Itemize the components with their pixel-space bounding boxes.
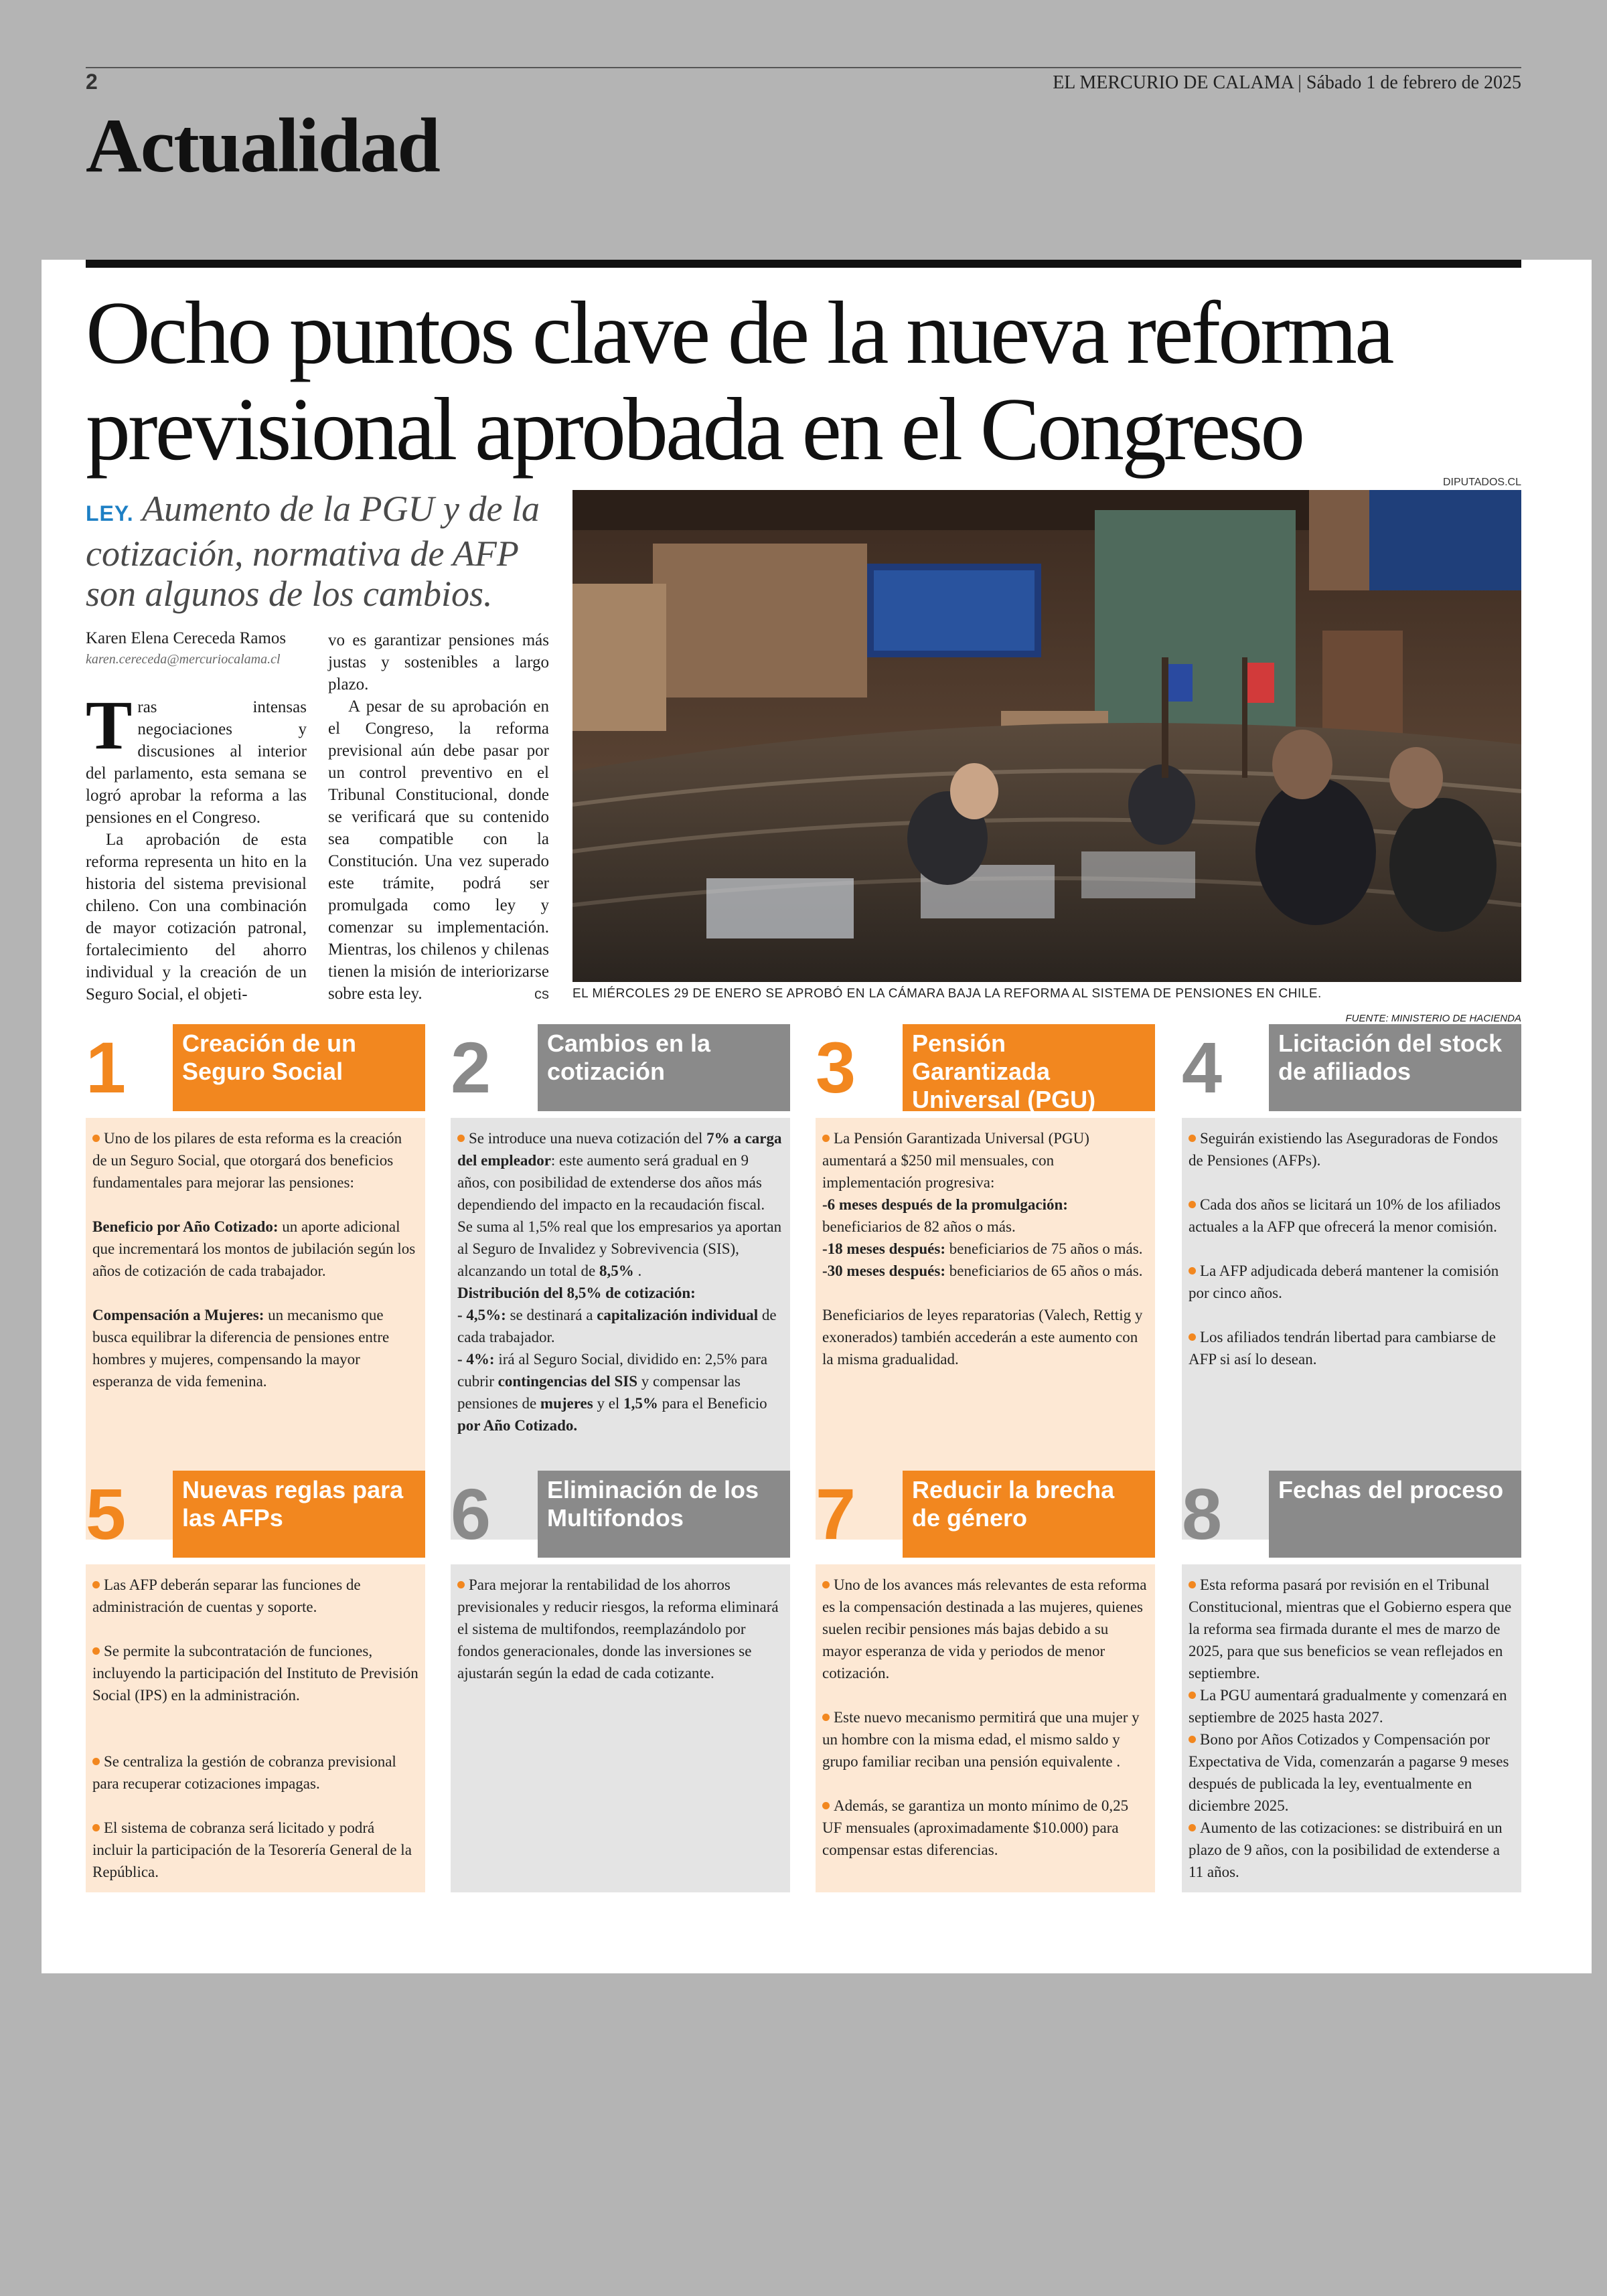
col1-paragraph-1: ras intensas negociaciones y discusiones al interior del parlamento, esta semana se logró aprobar la reforma a las pensiones en el Congreso.: [86, 698, 307, 827]
bullet-dot-icon: [92, 1581, 100, 1588]
key-point-number: 1: [86, 1027, 127, 1108]
end-mark: cs: [534, 985, 549, 1002]
bullet-dot-icon: [92, 1824, 100, 1831]
key-point-number: 8: [1182, 1473, 1223, 1554]
masthead: EL MERCURIO DE CALAMA | Sábado 1 de febrero de 2025: [1053, 72, 1521, 93]
key-point-body: Esta reforma pasará por revisión en el Tribunal Constitucional, mientras que el Gobierno espera que la reforma sea firmada durante el mes de marzo de 2025, para que sus beneficios se vean reflejados en septiembre. La PGU aumentará gradualmente y comenzará en septiembre de 2025 hasta 2027. Bono por Años Cotizados y Compensación por Expectativa de Vida, comenzarán a pagarse 9 meses después de publicada la ley, eventualmente en diciembre 2025. Aumento de las cotizaciones: se distribuirá en un plazo de 9 años, con la posibilidad de extenderse a 11 años.: [1182, 1564, 1521, 1892]
key-point-number: 7: [816, 1473, 856, 1554]
bullet-dot-icon: [1189, 1824, 1196, 1831]
bullet-dot-icon: [1189, 1692, 1196, 1699]
key-point-number: 5: [86, 1473, 127, 1554]
col2-paragraph-1: vo es garantizar pensiones más justas y sostenibles a largo plazo.: [328, 631, 549, 693]
key-point-title: Cambios en la cotización: [538, 1024, 790, 1111]
photo-credit: DIPUTADOS.CL: [1442, 477, 1521, 488]
page-number: 2: [86, 70, 98, 94]
photo-caption: EL MIÉRCOLES 29 DE ENERO SE APROBÓ EN LA CÁMARA BAJA LA REFORMA AL SISTEMA DE PENSIONES EN CHILE.: [572, 987, 1322, 1001]
key-point-body: Seguirán existiendo las Aseguradoras de Fondos de Pensiones (AFPs). Cada dos años se licitará un 10% de los afiliados actuales a la AFP que ofrecerá la menor comisión. La AFP adjudicada deberá mantener la comisión por cinco años. Los afiliados tendrán libertad para cambiarse de AFP si así lo desean.: [1182, 1118, 1521, 1540]
key-point-body: Para mejorar la rentabilidad de los ahorros previsionales y reducir riesgos, la reforma eliminará el sistema de multifondos, reemplazándolo por fondos generacionales, donde las inversiones se ajustarán según la edad de cada cotizante.: [451, 1564, 790, 1892]
dropcap: T: [86, 687, 133, 764]
key-point-term: Compensación a Mujeres:: [92, 1307, 264, 1323]
author-name: Karen Elena Cereceda Ramos: [86, 629, 287, 647]
bullet-dot-icon: [822, 1802, 830, 1809]
key-point-title: Creación de un Seguro Social: [173, 1024, 425, 1111]
bullet-dot-icon: [457, 1135, 465, 1142]
chamber-photo: [572, 490, 1521, 982]
key-point-number: 4: [1182, 1027, 1223, 1108]
bullet-dot-icon: [822, 1581, 830, 1588]
key-point-title: Nuevas reglas para las AFPs: [173, 1471, 425, 1558]
col1-paragraph-2: La aprobación de esta reforma representa un hito en la historia del sistema previsional chileno. Con una combinación de mayor cotización patronal, fortalecimiento del ahorro individual y la creación de un Seguro Social, el objeti-: [86, 831, 307, 1003]
body-column-1: [86, 687, 307, 1005]
key-point-number: 6: [451, 1473, 491, 1554]
bullet-dot-icon: [1189, 1267, 1196, 1275]
col2-paragraph-2: A pesar de su aprobación en el Congreso, la reforma previsional aún debe pasar por un control preventivo en el Tribunal Constitucional, donde se verificará que su contenido sea compatible con la Constitución. Una vez superado este trámite, podrá ser promulgada como ley y comenzar su implementación. Mientras, los chilenos y chilenas tienen la misión de interiorizarse sobre esta ley. cs: [328, 695, 549, 1005]
key-point-body: Las AFP deberán separar las funciones de administración de cuentas y soporte. Se permite la subcontratación de funciones, incluyendo la participación del Instituto de Previsión Social (IPS) en la administración. Se centraliza la gestión de cobranza previsional para recuperar cotizaciones impagas. El sistema de cobranza será licitado y podrá incluir la participación de la Tesorería General de la República.: [86, 1564, 425, 1892]
bullet-dot-icon: [92, 1758, 100, 1765]
section-title: Actualidad: [86, 103, 439, 189]
key-point-term: Distribución del 8,5% de cotización:: [457, 1285, 696, 1301]
bullet-dot-icon: [822, 1135, 830, 1142]
headline: Ocho puntos clave de la nueva reforma previsional aprobada en el Congreso: [86, 283, 1392, 479]
key-point-body: Se introduce una nueva cotización del 7% a carga del empleador: este aumento será gradual en 9 años, con posibilidad de extenderse dos años más dependiendo del impacto en la recaudación fiscal. Se suma al 1,5% real que los empresarios ya aportan al Seguro de Invalidez y Sobrevivencia (SIS), alcanzando un total de 8,5% . Distribución del 8,5% de cotización: - 4,5%: se destinará a capitalización individual de cada trabajador. - 4%: irá al Seguro Social, dividido en: 2,5% para cubrir contingencias del SIS y compensar las pensiones de mujeres y el 1,5% para el Beneficio por Año Cotizado.: [451, 1118, 790, 1540]
source-line: FUENTE: MINISTERIO DE HACIENDA: [1345, 1013, 1521, 1024]
bullet-dot-icon: [1189, 1201, 1196, 1208]
key-point-title: Fechas del proceso: [1269, 1471, 1521, 1558]
key-point-body: Uno de los avances más relevantes de esta reforma es la compensación destinada a las mujeres, quienes suelen recibir pensiones más bajas debido a su mayor esperanza de vida y periodos de menor cotización. Este nuevo mecanismo permitirá que una mujer y un hombre con la misma edad, el mismo saldo y grupo familiar reciban una pensión equivalente . Además, se garantiza un monto mínimo de 0,25 UF mensuales (aproximadamente $10.000) para compensar estas diferencias.: [816, 1564, 1155, 1892]
byline: [86, 629, 313, 667]
key-point-title: Licitación del stock de afiliados: [1269, 1024, 1521, 1111]
header-rule: [86, 67, 1521, 68]
bullet-dot-icon: [1189, 1736, 1196, 1743]
key-point-title: Pensión Garantizada Universal (PGU): [903, 1024, 1155, 1111]
bullet-dot-icon: [92, 1135, 100, 1142]
lead-text: Aumento de la PGU y de la cotización, normativa de AFP son algunos de los cambios.: [86, 489, 540, 614]
bullet-dot-icon: [92, 1647, 100, 1655]
key-point-title: Eliminación de los Multifondos: [538, 1471, 790, 1558]
author-email[interactable]: karen.cereceda@mercuriocalama.cl: [86, 652, 281, 667]
bullet-dot-icon: [1189, 1333, 1196, 1341]
key-point-text: Uno de los pilares de esta reforma es la creación de un Seguro Social, que otorgará dos beneficios fundamentales para mejorar las pensiones:: [92, 1130, 402, 1191]
key-point-term: Beneficio por Año Cotizado:: [92, 1218, 279, 1235]
lead: [86, 489, 554, 614]
article-rule: [86, 260, 1521, 268]
kicker: LEY.: [86, 501, 134, 525]
key-point-number: 2: [451, 1027, 491, 1108]
key-point-text: un aporte adicional que incrementará los montos de jubilación según los años de cotización de cada trabajador.: [92, 1218, 416, 1279]
bullet-dot-icon: [457, 1581, 465, 1588]
key-point-text: un mecanismo que busca equilibrar la diferencia de pensiones entre hombres y mujeres, compensando la mayor esperanza de vida femenina.: [92, 1307, 390, 1390]
bullet-dot-icon: [1189, 1135, 1196, 1142]
key-point-title: Reducir la brecha de género: [903, 1471, 1155, 1558]
key-point-text: Beneficiarios de leyes reparatorias (Valech, Rettig y exonerados) también accederán a este aumento con la misma gradualidad.: [822, 1307, 1143, 1368]
body-column-2: [328, 629, 549, 1005]
key-point-number: 3: [816, 1027, 856, 1108]
bullet-dot-icon: [1189, 1581, 1196, 1588]
bullet-dot-icon: [822, 1714, 830, 1721]
chamber-photo-illustration: [572, 490, 1521, 982]
key-point-body: La Pensión Garantizada Universal (PGU) aumentará a $250 mil mensuales, con implementación progresiva: -6 meses después de la promulgación: beneficiarios de 82 años o más. -18 meses después: beneficiarios de 75 años o más. -30 meses después: beneficiarios de 65 años o más. Beneficiarios de leyes reparatorias (Valech, Rettig y exonerados) también accederán a este aumento con la misma gradualidad.: [816, 1118, 1155, 1540]
